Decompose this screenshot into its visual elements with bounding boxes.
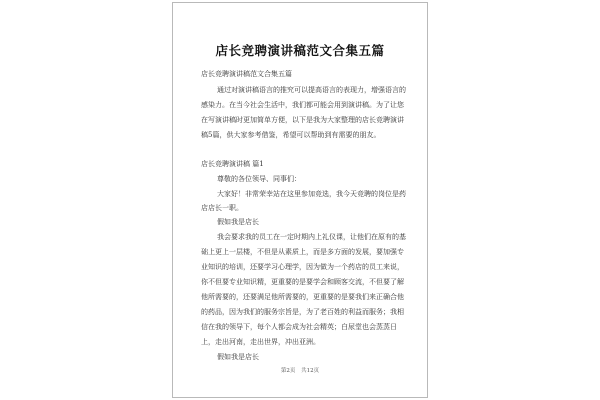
- document-title: 店长竞聘演讲稿范文合集五篇: [215, 43, 385, 58]
- intro-line: 感染力。在当今社会生活中，我们都可能会用到演讲稿。为了让您: [201, 101, 404, 109]
- hypothesis-heading: 假如我是店长: [217, 218, 259, 226]
- section-heading: 店长竞聘演讲稿 篇1: [201, 160, 264, 168]
- body-line: 础上更上一层楼，不但是从素质上，而是多方面的发展，要加强专: [201, 248, 404, 256]
- body-line: 我会要求我的员工在一定时期内上礼仪课，让他们在原有的基: [217, 233, 406, 241]
- body-line: 他所需要的，还要满足他所需要的，更重要的是要我们来正确合他: [201, 293, 404, 301]
- greeting: 尊敬的各位领导、同事们：: [217, 175, 301, 183]
- body-line: 你不但要专业知识精，更重要的是要学会和顾客交流，不但要了解: [201, 278, 404, 286]
- page-total: 共12页: [301, 368, 320, 374]
- body-line: 大家好！非常荣幸站在这里参加竞选，我今天竞聘的岗位是药: [217, 190, 406, 198]
- body-line: 业知识的培训，还要学习心理学，因为做为一个药店的员工来说，: [201, 263, 404, 271]
- intro-line: 稿5篇，供大家参考借鉴，希望可以帮助到有需要的朋友。: [201, 131, 381, 139]
- page-footer: [173, 366, 427, 374]
- body-line: 的药品，因为我们的服务宗旨是，为了老百姓的利益而服务；我相: [201, 308, 404, 316]
- subheading: 店长竞聘演讲稿范文合集五篇: [201, 70, 292, 78]
- intro-line: 通过对演讲稿语言的推究可以提高语言的表现力，增强语言的: [217, 86, 406, 94]
- hypothesis-heading: 假如我是店长: [217, 353, 259, 361]
- document-page: [172, 2, 428, 398]
- page-number: 第2页: [280, 368, 296, 374]
- body-line: 店店长一职。: [201, 204, 243, 212]
- body-line: 信在我的领导下，每个人都会成为社会精英；白尿堂也会蒸蒸日: [201, 323, 397, 331]
- body-line: 上，走出河南，走出世界，冲出亚洲。: [201, 338, 320, 346]
- intro-line: 在写演讲稿时更加简单方便，以下是我为大家整理的店长竞聘演讲: [201, 116, 404, 124]
